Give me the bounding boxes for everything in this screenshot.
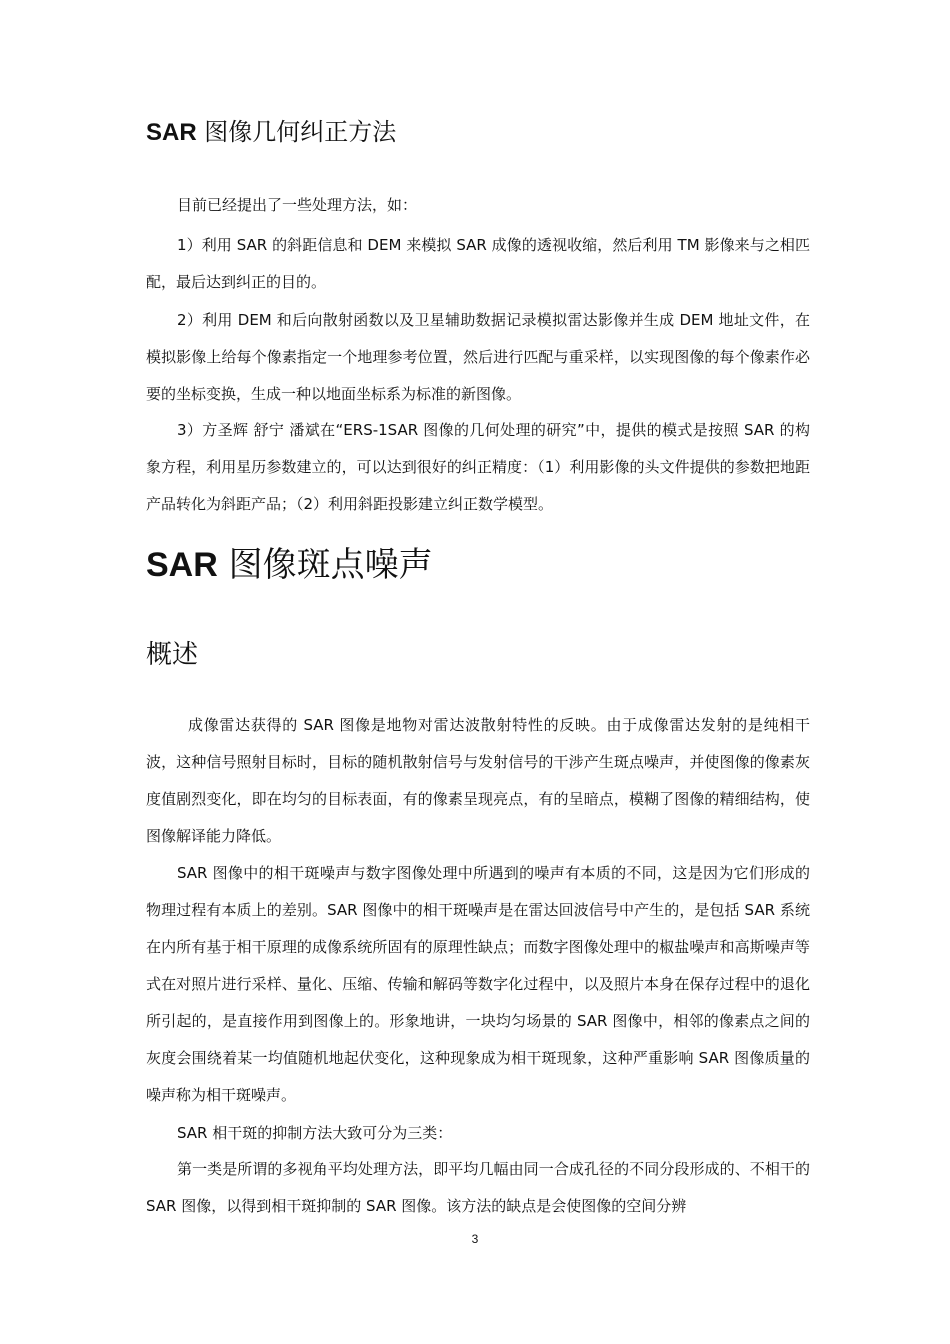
page-number: 3 <box>471 1232 479 1246</box>
intro-paragraph: 目前已经提出了一些处理方法，如： <box>177 196 418 214</box>
overview-paragraph-4: 第一类是所谓的多视角平均处理方法，即平均几幅由同一合成孔径的不同分段形成的、不相干的 SAR 图像，以得到相干斑抑制的 SAR 图像。该方法的缺点是会使图像的空间分辨 <box>146 1160 810 1215</box>
section-heading-geometric-correction <box>146 114 396 151</box>
heading-latin-part: SAR <box>146 546 218 584</box>
section-heading-speckle-noise <box>146 541 433 589</box>
heading-cjk-part: 图像几何纠正方法 <box>196 118 397 146</box>
subsection-heading-overview: 概述 <box>146 640 199 670</box>
heading-cjk-part: 图像斑点噪声 <box>217 545 433 585</box>
overview-paragraph-3: SAR 相干斑的抑制方法大致可分为三类： <box>177 1124 453 1142</box>
method-item-3: 3）方圣辉 舒宁 潘斌在“ERS-1SAR 图像的几何处理的研究”中，提供的模式是按照 SAR 的构象方程，利用星历参数建立的，可以达到很好的纠正精度：（1）利用影像的头文件提供的参数把地距产品转化为斜距产品；（2）利用斜距投影建立纠正数学模型。 <box>146 421 810 513</box>
overview-paragraph-1: 成像雷达获得的 SAR 图像是地物对雷达波散射特性的反映。由于成像雷达发射的是纯相干波，这种信号照射目标时，目标的随机散射信号与发射信号的干涉产生斑点噪声，并使图像的像素灰度值剧烈变化，即在均匀的目标表面，有的像素呈现亮点，有的呈暗点，模糊了图像的精细结构，使图像解译能力降低。 <box>146 716 810 845</box>
overview-paragraph-2: SAR 图像中的相干斑噪声与数字图像处理中所遇到的噪声有本质的不同，这是因为它们形成的物理过程有本质上的差别。SAR 图像中的相干斑噪声是在雷达回波信号中产生的，是包括 SAR 系统在内所有基于相干原理的成像系统所固有的原理性缺点；而数字图像处理中的椒盐噪声和高斯噪声等式在对照片进行采样、量化、压缩、传输和解码等数字化过程中，以及照片本身在保存过程中的退化所引起的，是直接作用到图像上的。形象地讲，一块均匀场景的 SAR 图像中，相邻的像素点之间的灰度会围绕着某一均值随机地起伏变化，这种现象成为相干斑现象，这种严重影响 SAR 图像质量的噪声称为相干斑噪声。 <box>146 864 810 1104</box>
method-item-1: 1）利用 SAR 的斜距信息和 DEM 来模拟 SAR 成像的透视收缩，然后利用 TM 影像来与之相匹配，最后达到纠正的目的。 <box>146 236 810 291</box>
method-item-2: 2）利用 DEM 和后向散射函数以及卫星辅助数据记录模拟雷达影像并生成 DEM 地址文件，在模拟影像上给每个像素指定一个地理参考位置，然后进行匹配与重采样，以实现图像的每个像素作必要的坐标变换，生成一种以地面坐标系为标准的新图像。 <box>146 311 810 403</box>
heading-latin-part: SAR <box>146 119 197 146</box>
